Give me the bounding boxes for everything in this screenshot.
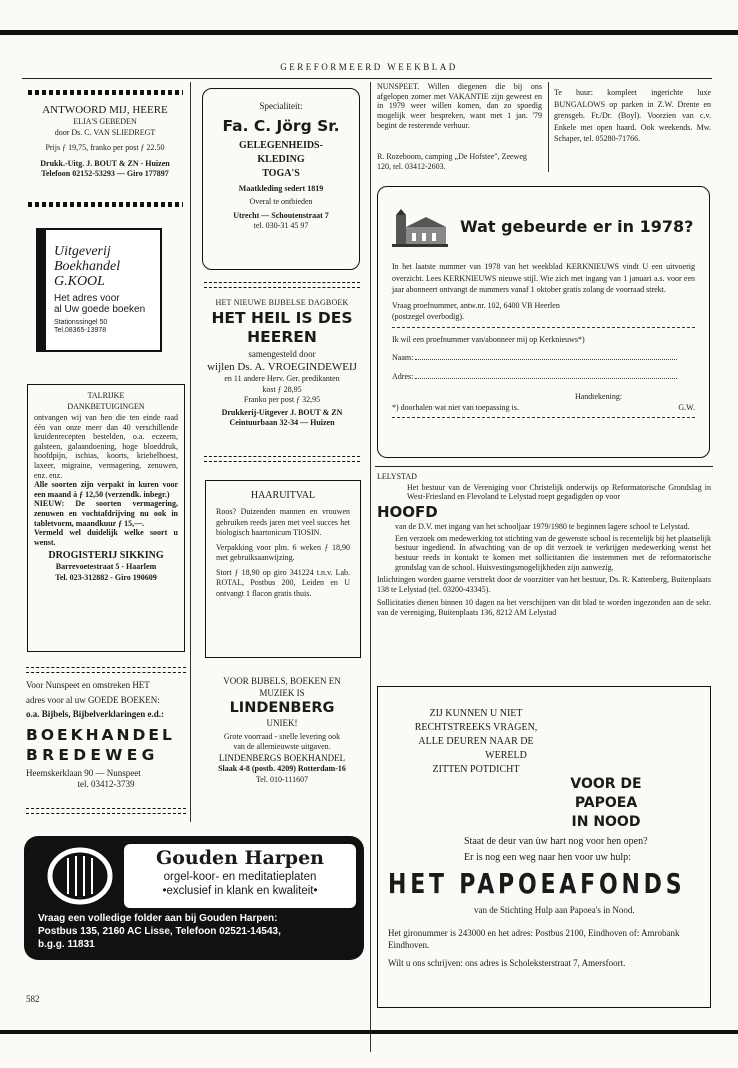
leg-p1: Het bestuur van de Vereniging voor Christelijk onderwijs op Reformatorische Grondslag in West-Friesland en Flevoland te Lelystad roept gegadigden op voor — [407, 482, 711, 502]
wavy-rule — [204, 456, 360, 462]
jorg-l1: GELEGENHEIDS- — [239, 139, 323, 151]
lind-l6: LINDENBERGS BOEKHANDEL — [218, 752, 346, 763]
sikking-body4: Vermeld wel duidelijk welke soort u wenst. — [34, 528, 178, 547]
hand-label: Handtekening: — [574, 392, 623, 401]
ad-price: Prijs ƒ 19,75, franko per post ƒ 22.50 — [45, 143, 165, 152]
leg-place: LELYSTAD — [377, 472, 417, 481]
pap-giro: Het gironummer is 243000 en het adres: Postbus 2100, Eindhoven of: Amrobank Eindhoven. — [388, 928, 680, 950]
gouden-f1: Vraag een volledige folder aan bij Gouden Harpen: — [38, 913, 278, 924]
sikking-body: ontvangen wij van hen die ten einde raad één van onze meer dan 40 verschillende kruidenrecepten bestelden, o.a. eczeem, galsteen, galaandoening, hoge bloeddruk, hoofdpijn, ischias, koorts, kriebelhoest, laxeer, migraine, vermagering, zenuwen, enz. enz. — [34, 413, 178, 480]
harp-logo-icon — [40, 846, 120, 906]
pap-v3: IN NOOD — [571, 814, 641, 830]
cut-line — [392, 417, 695, 418]
leg-p3: Een verzoek om medewerking tot stichting van de gewenste school is recentelijk bij het plaatselijk bestuur ingediend. In afwachting van de op dit verzoek te verkrijgen medewerking wenst het bestuur reeds in kontakt te komen met sollicitanten die instemmen met de reformatorische grondslag van de school. Huisvestingsmogelijkheden zijn aanwezig. — [395, 533, 711, 572]
wavy-rule — [28, 90, 183, 95]
papoea-ad — [377, 686, 711, 1008]
bredeweg-name1: BOEKHANDEL — [26, 725, 175, 744]
bottom-rule — [0, 1030, 738, 1034]
kerk-title: Wat gebeurde er in 1978? — [460, 217, 694, 236]
kerk-p2b: (postzegel overbodig). — [392, 312, 464, 321]
heil-l4: kost ƒ 28,95 — [262, 384, 302, 394]
kool-line1: Uitgeverij — [54, 244, 111, 259]
pap-v2: PAPOEA — [574, 795, 638, 811]
papoea-headline — [556, 775, 656, 832]
church-icon — [392, 209, 448, 247]
pap-l2: RECHTSTREEKS VRAGEN, — [414, 722, 538, 733]
page-number: 582 — [26, 994, 40, 1004]
heil-title1: HET HEIL IS DES — [211, 308, 353, 327]
wavy-rule — [26, 808, 186, 814]
pap-l3: ALLE DEUREN NAAR DE — [418, 736, 534, 747]
heil-l5: Franko per post ƒ 32,95 — [243, 395, 321, 404]
sikking-body2: Alle soorten zijn verpakt in kuren voor een maand à ƒ 12,50 (verzendk. inbegr.) — [34, 480, 178, 499]
jorg-ad — [202, 88, 360, 270]
ad-author: door Ds. C. VAN SLIEDREGT — [54, 127, 156, 137]
heil-l1: samengesteld door — [248, 348, 316, 359]
jorg-name: Fa. C. Jörg Sr. — [222, 116, 340, 135]
sikking-ad — [27, 384, 185, 652]
kerknieuws-ad — [377, 186, 710, 458]
pap-q2: Er is nog een weg naar hen voor uw hulp: — [464, 852, 631, 863]
bredeweg-ad — [26, 680, 186, 791]
gouden-name: Gouden Harpen — [156, 847, 324, 869]
bredeweg-addr: Heemskerklaan 90 — Nunspeet — [26, 767, 141, 778]
pap-l5: ZITTEN POTDICHT — [432, 764, 520, 775]
wavy-rule — [28, 202, 183, 207]
kerk-p2a: Vraag proefnummer, antw.nr. 102, 6400 VB Heerlen — [392, 300, 560, 310]
heil-l3: en 11 andere Herv. Ger. predikanten — [224, 374, 340, 383]
gouden-footer — [38, 912, 356, 951]
kool-ad — [36, 228, 164, 358]
leg-hoofd: HOOFD — [377, 502, 438, 521]
kool-tag1: Het adres voor — [54, 293, 120, 304]
lind-l3: UNIEK! — [266, 718, 298, 728]
kool-addr1: Stationssingel 50 — [54, 319, 108, 326]
kerk-gw: G.W. — [678, 402, 695, 412]
header-rule — [22, 78, 712, 79]
bredeweg-tel: tel. 03412-3739 — [77, 779, 135, 789]
book-cover — [44, 228, 162, 352]
kerk-foot: *) doorhalen wat niet van toepassing is. — [392, 402, 519, 412]
section-rule — [375, 466, 713, 467]
bredeweg-intro3: o.a. Bijbels, Bijbelverklaringen e.d.: — [26, 709, 164, 719]
lelystad-ad — [377, 472, 711, 617]
sikking-body3: NIEUW: De soorten vermagering, zenuwen en vochtafdrijving nu ook in tabletvorm, maandkuur ƒ 15,—. — [34, 499, 178, 528]
jorg-spec: Specialiteit: — [259, 101, 303, 111]
lind-l4: Grote voorraad - snelle levering ook — [223, 731, 341, 741]
gouden-harpen-ad — [24, 836, 364, 960]
nunspeet-ad: NUNSPEET. Willen diegenen die bij ons afgelopen zomer met VAKANTIE zijn geweest en in 1979 weer willen komen, dan zo spoedig mogelijk weer bespreken, want met 1 jan. '79 begint de resterende verhuur. — [377, 82, 542, 130]
papoea-intro — [396, 707, 556, 777]
sikking-tel: Tel. 023-312882 - Giro 190609 — [55, 572, 157, 582]
heil-title2: HEEREN — [247, 327, 317, 346]
heil-l6a: Drukkerij-Uitgever J. BOUT & ZN — [221, 407, 343, 417]
ad-phone: Telefoon 02152-53293 — Giro 177897 — [41, 169, 169, 178]
ad-publisher: Drukk.-Uitg. J. BOUT & ZN - Huizen — [40, 158, 170, 168]
column-divider — [370, 82, 371, 1052]
heil-l2: wijlen Ds. A. VROEGINDEWEIJ — [207, 361, 357, 373]
haar-title: HAARUITVAL — [250, 490, 316, 501]
gouden-panel — [124, 844, 356, 908]
heil-kicker: HET NIEUWE BIJBELSE DAGBOEK — [215, 298, 349, 307]
kool-line3: G.KOOL — [54, 274, 105, 289]
column-divider — [190, 82, 191, 822]
jorg-l7: tel. 030-31 45 97 — [253, 221, 309, 230]
ad-title: ANTWOORD MIJ, HEERE — [42, 104, 168, 116]
pap-write: Wilt u ons schrijven: ons adres is Scholeksterstraat 7, Amersfoort. — [388, 958, 626, 968]
gouden-f3: b.g.g. 11831 — [38, 939, 95, 950]
kool-tag2: al Uw goede boeken — [54, 304, 146, 315]
heil-ad — [198, 298, 366, 429]
kerk-p3: Ik wil een proefnummer van/abonneer mij op Kerknieuws*) — [392, 334, 585, 344]
jorg-l4: Maatkleding sedert 1819 — [238, 183, 324, 193]
pap-q1: Staat de deur van ùw hart nog voor hen open? — [464, 836, 648, 847]
sikking-title2: DANKBETUIGINGEN — [67, 401, 145, 411]
jorg-l3: TOGA'S — [262, 167, 300, 179]
cut-line — [392, 327, 695, 328]
lind-name: LINDENBERG — [229, 700, 335, 716]
pap-v1: VOOR DE — [570, 776, 642, 792]
adres-label: Adres: — [392, 371, 414, 381]
jorg-l2: KLEDING — [257, 153, 305, 165]
nunspeet-sig: R. Rozeboom, camping „De Hofstee", Zeeweg 120, tel. 03412-2603. — [377, 152, 527, 171]
kool-addr2: Tel.08365-13978 — [54, 327, 107, 334]
lind-l2: MUZIEK IS — [259, 687, 305, 698]
top-rule — [0, 30, 738, 35]
gouden-f2: Postbus 135, 2160 AC Lisse, Telefoon 02521-14543, — [38, 926, 281, 937]
kerk-p1: In het laatste nummer van 1978 van het weekblad KERKNIEUWS vindt U een uitvoerig overzicht. Lees KERKNIEUWS nieuwe stijl. Wie zich met ingang van 1 januari a.s. voor een jaar abonneert ontvangt de nummers vanaf 1 oktober gratis zolang de voorraad strekt. — [392, 262, 695, 294]
gouden-l2: •exclusief in klank en kwaliteit• — [162, 885, 318, 897]
lind-l1: VOOR BIJBELS, BOEKEN EN — [223, 676, 341, 686]
pap-l4: WERELD — [485, 750, 527, 761]
lind-l8: Tel. 010-111607 — [255, 774, 309, 784]
bredeweg-intro1: Voor Nunspeet en omstreken HET — [26, 680, 150, 690]
bredeweg-intro2: adres voor al uw GOEDE BOEKEN: — [26, 694, 160, 705]
huur-ad: Te huur: kompleet ingerichte luxe BUNGALOWS op parken in Z.W. Drente en grensgeb. Fr./Dr. (Boyl). Voorzien van c.v. Enkele met open haard. Ook weekends. Mw. Schaper, tel. 05280-71766. — [554, 88, 711, 143]
naam-field[interactable] — [415, 359, 677, 360]
sikking-addr: Barrevoetestraat 5 - Haarlem — [55, 562, 157, 572]
naam-label: Naam: — [392, 353, 414, 362]
lind-l7: Slaak 4-8 (postb. 4209) Rotterdam-16 — [218, 764, 346, 773]
jorg-l5: Overal te ontbieden — [249, 197, 313, 206]
haar-body: Roos? Duizenden mannen en vrouwen gebruiken reeds jaren met veel succes het biologisch haartonicum TIOSIN. — [216, 507, 350, 537]
ad-subtitle: ELIA'S GEBEDEN — [73, 117, 137, 126]
pap-name: HET PAPOEAFONDS — [388, 869, 686, 901]
sikking-name: DROGISTERIJ SIKKING — [48, 550, 164, 562]
jorg-l6: Utrecht — Schoutenstraat 7 — [233, 210, 329, 220]
bredeweg-name2: BREDEWEG — [26, 745, 159, 764]
antwoord-ad — [24, 104, 186, 180]
gouden-l1: orgel-koor- en meditatieplaten — [163, 871, 317, 883]
leg-p2: van de D.V. met ingang van het schooljaar 1979/1980 te beginnen lagere school te Lelystad. — [395, 521, 690, 531]
pap-l1: ZIJ KUNNEN U NIET — [429, 708, 523, 719]
leg-p4: Inlichtingen worden gaarne verstrekt door de voorzitter van het bestuur, Ds. R. Kattenberg, Buitenplaats 138 te Lelystad (tel. 03200-43345). — [377, 575, 711, 595]
ad-divider — [548, 82, 549, 172]
leg-p5: Sollicitaties dienen binnen 10 dagen na het verschijnen van dit blad te worden ingezonden aan de sekr. van de vereniging, Buitenplaats 136, 8212 AM Lelystad — [377, 597, 711, 617]
lind-l5: van de allernieuwste uitgaven. — [233, 742, 331, 751]
haar-ad — [205, 480, 361, 658]
haar-pack: Verpakking voor plm. 6 weken ƒ 18,90 met gebruiksaanwijzing. — [216, 542, 350, 562]
heil-l6b: Ceintuurbaan 32-34 — Huizen — [229, 418, 335, 427]
kool-line2: Boekhandel — [54, 259, 121, 274]
lindenberg-ad — [198, 676, 366, 785]
wavy-rule — [204, 282, 360, 288]
adres-field[interactable] — [415, 378, 677, 379]
page-header: GEREFORMEERD WEEKBLAD — [280, 62, 458, 72]
haar-order: Stort ƒ 18,90 op giro 341224 t.n.v. Lab. ROTAL, Postbus 200, Leiden en U ontvangt 1 flacon gratis thuis. — [216, 567, 350, 598]
wavy-rule — [26, 667, 186, 673]
sikking-title1: TALRIJKE — [87, 391, 125, 400]
pap-sub: van de Stichting Hulp aan Papoea's in Nood. — [474, 905, 635, 915]
